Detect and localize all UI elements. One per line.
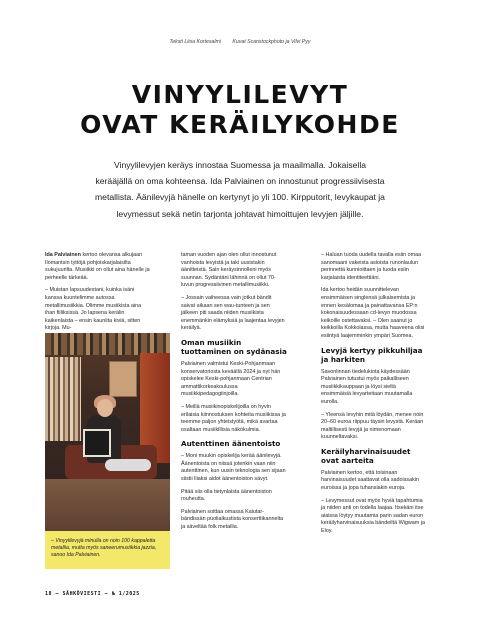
paragraph: – Levymessut ovat myös hyviä tapahtumia ja niiden anti on todella laajaa. Itsekäni itse aiaissa löytyy muutamia parin sadan euron keräilyharvinaisuuksia bändeiltä Wigwam ja Eloy. xyxy=(321,497,425,535)
paragraph xyxy=(45,252,151,282)
page-folio: 18 – SÄHKÖVIESTI – № 1/2025 xyxy=(45,591,140,597)
column-3 xyxy=(321,252,427,541)
byline xyxy=(0,39,480,45)
paragraph: Savonlinnan tiedelukiota käydessään Palviainen tutustui myös paikalliseen musiikkikauppaan ja löysi sieltä ensimmäisiä levyarteitaan muutamalla eurolla. xyxy=(321,368,413,405)
vinyl-record xyxy=(83,429,111,457)
photo-credit: Kuvat Scanstockphoto ja Vilvi Pyy xyxy=(232,39,311,45)
paragraph: Palviainen soittaa omassa Kaiutar-bändissän puolialkustista konserttikannelta ja säveltää folk metallia. xyxy=(181,508,284,531)
paragraph: Ida kertoo heidän suunnittelevan ensimmäisen singlensä julkaisemista ja ennen kesälomaa ja painattavansa EP:n kokonaisuudessaan cd-levyn muodossa keikoille ostettavaksi. – Olen saanut jo keikkoilla Kokkolassa, mutta haaveena olisi esiintyä laajemminkin ympäri Suomea. xyxy=(321,287,425,339)
paragraph: – Moni muukin opiskelija kerää äänilevyjä. Äänentoista on niissä jotenkin vaan niin autenttinen, kun uusin teknologia sen sijaan siistii liiaksi aidot äänentoiston sävyt. xyxy=(181,453,286,483)
paragraph: Palviainen kertoo, että toisinaan harvinaisuudet saattavat olla sadoissakin euroissa ja jopa tuhansiakin euroja. xyxy=(321,469,419,492)
column-1 xyxy=(45,252,151,338)
subheading: Oman musiikin tuottaminen on sydänasia xyxy=(181,337,287,356)
paragraph-text: kertoo olevansa alkujaan Ilomantsin tyttöjä pohjoiskarjalaisilta sukujuurilta. Musiikki on ollut aina hänelle ja perheelle tärkeää. xyxy=(45,252,150,281)
paragraph: – Meillä musiikinopiskelijoilla on hyvin erilaisia kiinnostuksen kohteita musiikissa ja teemme paljon yhteistyötä, mikä avartaa osaltaan musiikillisia näkökulmia. xyxy=(181,403,286,433)
paragraph: – Muistan lapsuudestani, kuinka isäni kanssa kuuntelimme autossa metallimusiikkia. Olimme musiikista aina ihan fiiliksissä. Jo lapsena kerälin kaikenlaista – ensin kauniita kiviä, sitten kirjoja. Mu- xyxy=(45,287,142,332)
paragraph: Pitää siis olla tietynlaista äänentoiston rouheutta. xyxy=(181,488,272,503)
subheading: Keräilyharvinaisuudet ovat aarteita xyxy=(321,446,411,465)
subheading: Levyjä kertyy pikkuhiljaa ja harkiten xyxy=(321,345,423,364)
column-2 xyxy=(181,252,287,537)
article-photo xyxy=(45,333,170,531)
photo-caption: – Vinyylilevyjä minulla on noin 100 kappaletta metallia, mutta myös saneerumusiikkia jazzia, sanoo Ida Palviainen. xyxy=(45,531,170,569)
person-name: Ida Palviainen xyxy=(45,252,81,258)
subheading: Autenttinen äänentoisto xyxy=(181,439,281,449)
headline-line-2: OVAT KERÄILYKOHDE xyxy=(80,110,400,139)
paragraph: – Yleensä levyhin mitä löydän, menee noin 20–60 euroa riippuu täysin levystä. Keräan maltillisesti levyjä ja nimenomaan kuunneltavaksi. xyxy=(321,411,424,441)
paragraph: Palviainen valmistui Keski-Pohjanmaan konservatoriosta keväällä 2024 ja nyt hän opiskelee Keski-pohjanmaan Centrian ammattikorkeakoulussa musiikkipedagogiinjoilla. xyxy=(181,360,281,398)
lead-paragraph: Vinyylilevyjen keräys innostaa Suomessa ja maailmalla. Jokaisella kerääjällä on oma kohteensa. Ida Palviainen on innostunut progressiivisesta metallista. Äänilevyjä hänelle on kertynyt jo yli 100. Kirpputorit, levykaupat ja levymessut sekä netin tarjonta johtavat himoittujen levyjen jäljille. xyxy=(95,160,385,219)
paragraph: – Jossain vaiheessa vain jotkut bändit saivat aikaan sen wau-tunteen ja sen jälkeen piti saada niiden musiikista enemmänkin elämyksiä ja laajentaa levyjen keräilyä. xyxy=(181,294,285,332)
text-credit: Teksti Liisa Kortesalmi xyxy=(169,39,221,45)
headline-line-1: VINYYLILEVYT xyxy=(131,80,349,109)
paragraph: taman vuoden ajan olen ollut innostunut vanhoista levyistä ja taki uusistakin äänitteistä. Sain keräysinnolleni myös suunnan. Sydäntäni lähinnä on ollut 70-luvun progressiivinen metallimusiikki. xyxy=(181,252,277,289)
article-headline xyxy=(0,80,480,140)
paragraph: – Haluan tuoda uudella tavalla esiin omaa sanomaani vakeista asioista runonlaulun perinnettä kunnioittaen ja tuoda esiin karjalaista identiteettiäni. xyxy=(321,252,422,281)
